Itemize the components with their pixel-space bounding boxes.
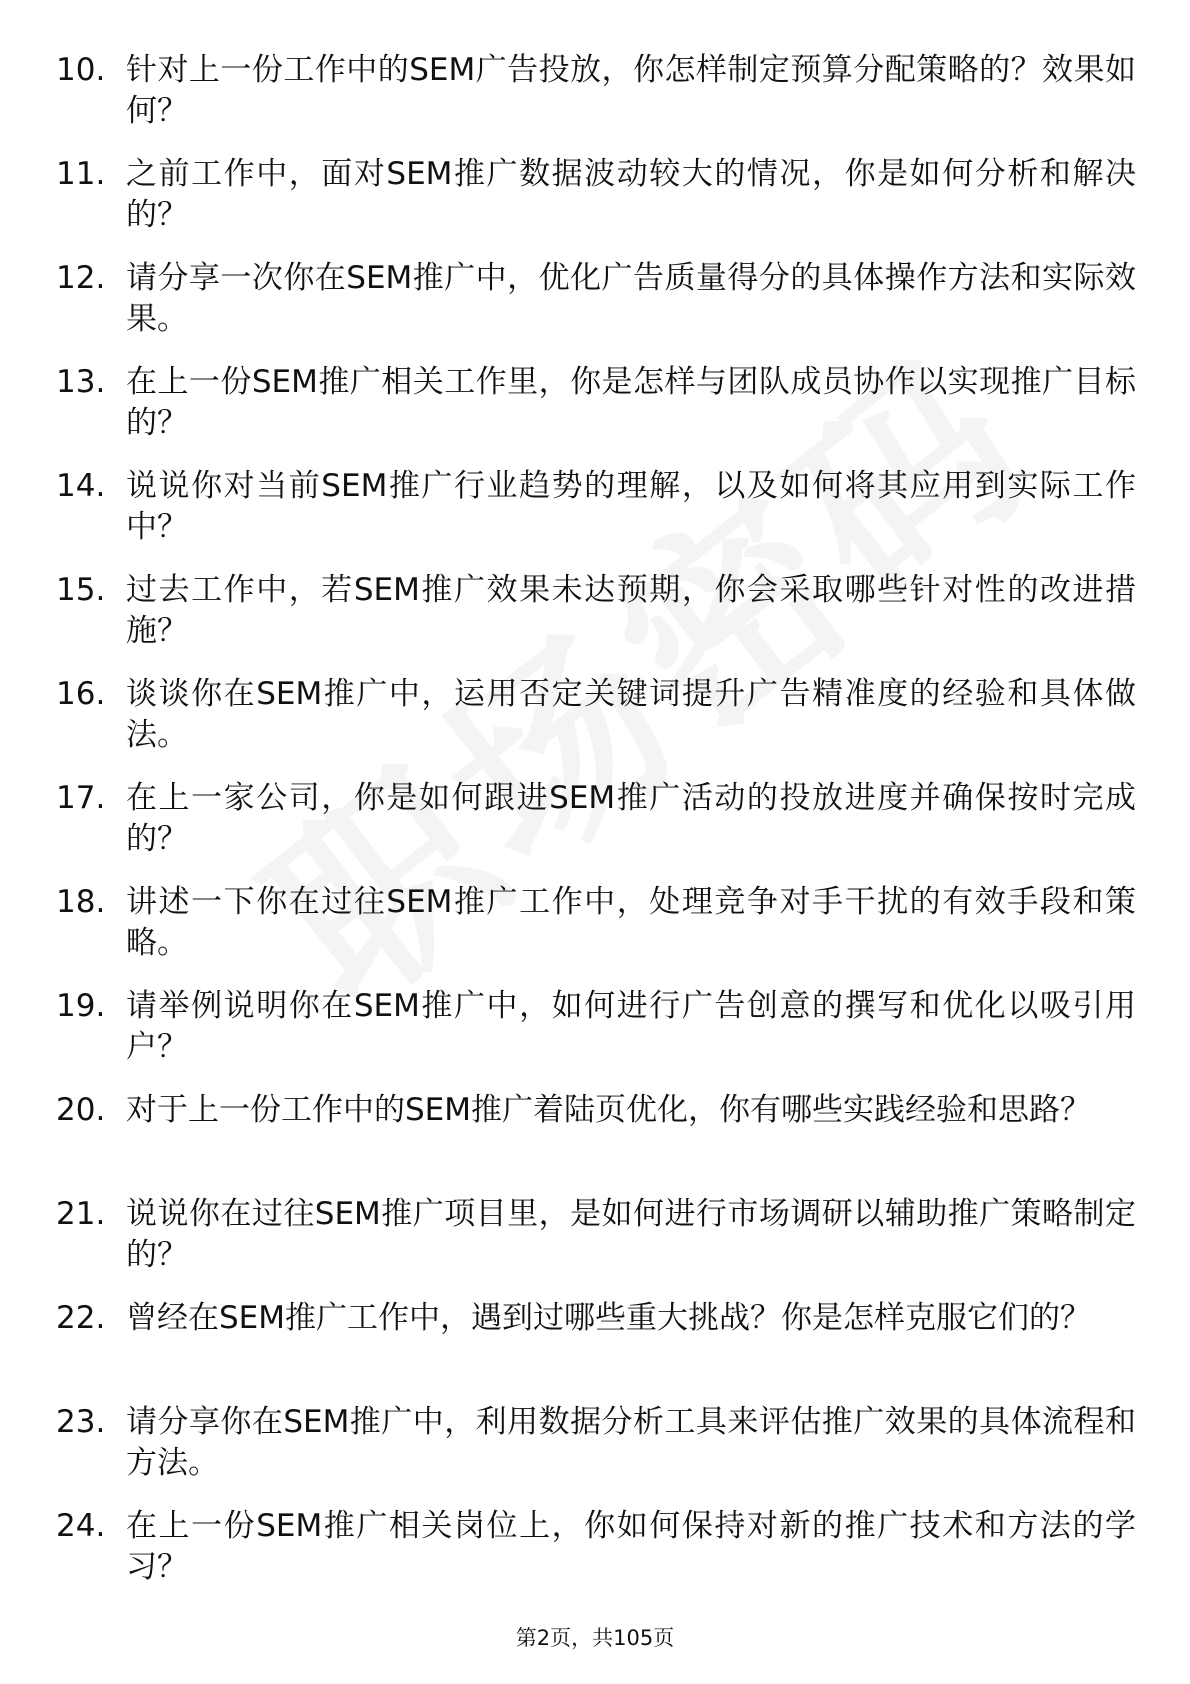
question-number: 16. <box>56 676 106 712</box>
question-item <box>56 1506 1136 1588</box>
question-item <box>56 674 1136 756</box>
question-number: 14. <box>56 468 106 504</box>
question-number: 13. <box>56 364 106 400</box>
question-text: 针对上一份工作中的SEM广告投放，你怎样制定预算分配策略的？效果如何？ <box>126 52 1136 129</box>
question-item <box>56 50 1136 132</box>
question-text: 请举例说明你在SEM推广中，如何进行广告创意的撰写和优化以吸引用户？ <box>126 988 1136 1065</box>
question-text: 在上一家公司，你是如何跟进SEM推广活动的投放进度并确保按时完成的？ <box>126 780 1136 857</box>
question-number: 22. <box>56 1300 106 1336</box>
question-number: 23. <box>56 1404 106 1440</box>
question-text: 在上一份SEM推广相关岗位上，你如何保持对新的推广技术和方法的学习？ <box>126 1508 1136 1585</box>
question-text: 在上一份SEM推广相关工作里，你是怎样与团队成员协作以实现推广目标的？ <box>126 364 1136 441</box>
question-number: 24. <box>56 1508 106 1544</box>
question-number: 17. <box>56 780 106 816</box>
question-number: 21. <box>56 1196 106 1232</box>
question-item <box>56 258 1136 340</box>
question-number: 19. <box>56 988 106 1024</box>
question-text: 请分享你在SEM推广中，利用数据分析工具来评估推广效果的具体流程和方法。 <box>126 1404 1136 1481</box>
question-item <box>56 1090 1136 1172</box>
question-text: 之前工作中，面对SEM推广数据波动较大的情况，你是如何分析和解决的？ <box>126 156 1136 233</box>
question-item <box>56 986 1136 1068</box>
question-list <box>56 50 1136 1610</box>
question-number: 15. <box>56 572 106 608</box>
question-text: 讲述一下你在过往SEM推广工作中，处理竞争对手干扰的有效手段和策略。 <box>126 884 1136 961</box>
question-item <box>56 778 1136 860</box>
question-number: 18. <box>56 884 106 920</box>
question-item <box>56 362 1136 444</box>
question-item <box>56 1298 1136 1380</box>
question-text: 说说你对当前SEM推广行业趋势的理解，以及如何将其应用到实际工作中？ <box>126 468 1136 545</box>
question-number: 12. <box>56 260 106 296</box>
question-item <box>56 466 1136 548</box>
question-item <box>56 882 1136 964</box>
question-number: 11. <box>56 156 106 192</box>
question-text: 说说你在过往SEM推广项目里，是如何进行市场调研以辅助推广策略制定的？ <box>126 1196 1136 1273</box>
question-item <box>56 570 1136 652</box>
question-text: 谈谈你在SEM推广中，运用否定关键词提升广告精准度的经验和具体做法。 <box>126 676 1136 753</box>
question-number: 10. <box>56 52 106 88</box>
page-footer: 第2页，共105页 <box>515 1626 675 1650</box>
question-item <box>56 154 1136 236</box>
question-text: 对于上一份工作中的SEM推广着陆页优化，你有哪些实践经验和思路？ <box>126 1092 1092 1128</box>
question-text: 请分享一次你在SEM推广中，优化广告质量得分的具体操作方法和实际效果。 <box>126 260 1136 337</box>
question-item <box>56 1402 1136 1484</box>
question-item <box>56 1194 1136 1276</box>
question-text: 过去工作中，若SEM推广效果未达预期，你会采取哪些针对性的改进措施？ <box>126 572 1136 649</box>
question-text: 曾经在SEM推广工作中，遇到过哪些重大挑战？你是怎样克服它们的？ <box>126 1300 1092 1336</box>
question-number: 20. <box>56 1092 106 1128</box>
